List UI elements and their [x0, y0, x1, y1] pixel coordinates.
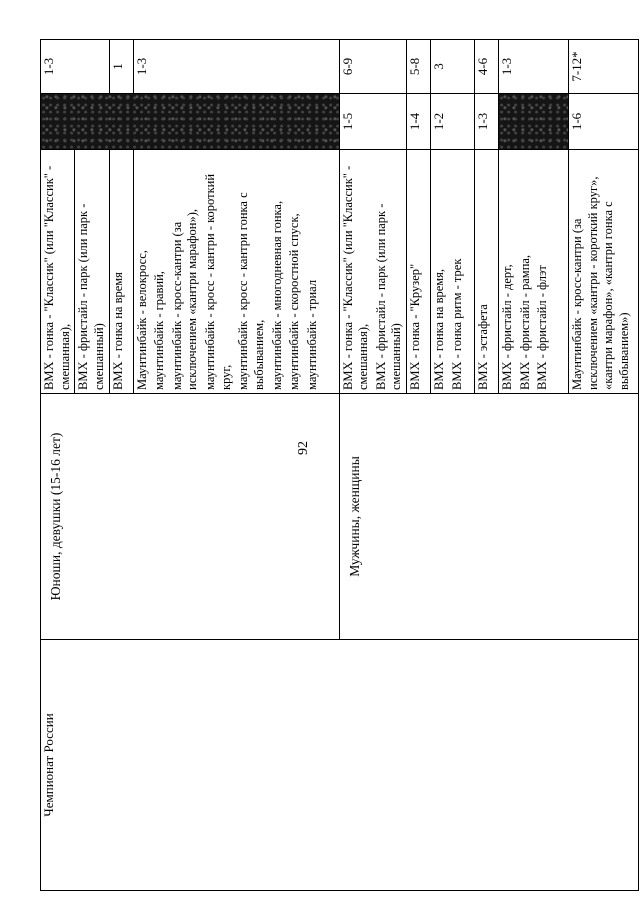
group-cell	[41, 394, 340, 640]
count-cell: 4-6	[475, 40, 499, 94]
places-cell: 1-5	[339, 94, 407, 150]
discipline-cell	[109, 150, 133, 394]
rotated-table-container	[40, 45, 631, 891]
group-label: Юноши, девушки (15-16 лет)	[48, 432, 63, 601]
discipline-line: ВМХ - гонка - "Классик" (или "Классик" - смешанная),	[42, 165, 72, 390]
discipline-line: ВМХ - фристайл - дерт,	[500, 264, 514, 390]
discipline-line: ВМХ - фристайл - парк (или парк - смешанный)	[74, 150, 108, 393]
count-cell: 6-9	[339, 40, 407, 94]
discipline-line: ВМХ - фристайл - рампа,	[517, 254, 532, 390]
competition-table	[40, 39, 639, 891]
discipline-line: ВМХ - фристайл - флэт	[535, 265, 550, 390]
page-number: 92	[296, 441, 311, 455]
discipline-line: маунтинбайк - кросс-кантри (за исключением «кантри марафон»),	[169, 208, 200, 390]
group-label: Мужчины, женщины	[346, 456, 362, 577]
count-cell: 1-3	[41, 40, 110, 94]
discipline-line: Маунтинбайк - велокросс,	[134, 250, 149, 390]
discipline-line: маунтинбайк - гравий,	[152, 271, 167, 390]
discipline-cell	[431, 150, 475, 394]
competition-name: Чемпионат России	[41, 713, 56, 817]
competition-cell	[41, 640, 639, 891]
places-cell: 1-6	[569, 94, 639, 150]
count-cell: 5-8	[407, 40, 431, 94]
discipline-line: ВМХ - гонка на время,	[432, 268, 446, 390]
discipline-line: ВМХ - фристайл - парк (или парк - смешанный)	[373, 203, 404, 390]
discipline-line: маунтинбайк - многодневная гонка,	[269, 200, 284, 390]
discipline-cell	[133, 150, 339, 394]
discipline-cell	[41, 150, 110, 394]
discipline-line: маунтинбайк - триал	[304, 279, 319, 390]
count-cell: 1-3	[499, 40, 569, 94]
discipline-cell	[407, 150, 431, 394]
discipline-line: маунтинбайк - кросс - кантри гонка с выбыванием,	[236, 192, 266, 390]
places-cell-shaded	[41, 94, 340, 150]
places-cell: 1-3	[475, 94, 499, 150]
discipline-line: маунтинбайк - скоростной спуск,	[287, 213, 302, 390]
discipline-line: Маунтинбайк - кросс-кантри (за исключением «кантри - короткий круг», «кантри марафон», «кантри гонка с выбыванием»)	[570, 176, 631, 390]
places-cell: 1-2	[431, 94, 475, 150]
discipline-cell	[569, 150, 639, 394]
discipline-line: ВМХ - эстафета	[476, 304, 490, 390]
count-cell: 7-12*	[569, 40, 639, 94]
count-cell: 1-3	[133, 40, 339, 94]
discipline-line: маунтинбайк - кросс - кантри - короткий круг,	[203, 173, 233, 390]
count-cell: 1	[109, 40, 133, 94]
places-cell: 1-4	[407, 94, 431, 150]
discipline-line: ВМХ - гонка на время	[110, 272, 125, 390]
discipline-cell	[475, 150, 499, 394]
group-cell	[339, 394, 639, 640]
discipline-line: ВМХ - гонка ритм - трек	[449, 258, 464, 390]
discipline-line: ВМХ - гонка - "Крузер"	[408, 263, 422, 390]
places-cell-shaded	[499, 94, 569, 150]
discipline-cell	[339, 150, 407, 394]
discipline-cell	[499, 150, 569, 394]
table-row	[41, 40, 110, 891]
discipline-line: ВМХ - гонка - "Классик" (или "Классик" - смешанная),	[340, 165, 371, 390]
count-cell: 3	[431, 40, 475, 94]
